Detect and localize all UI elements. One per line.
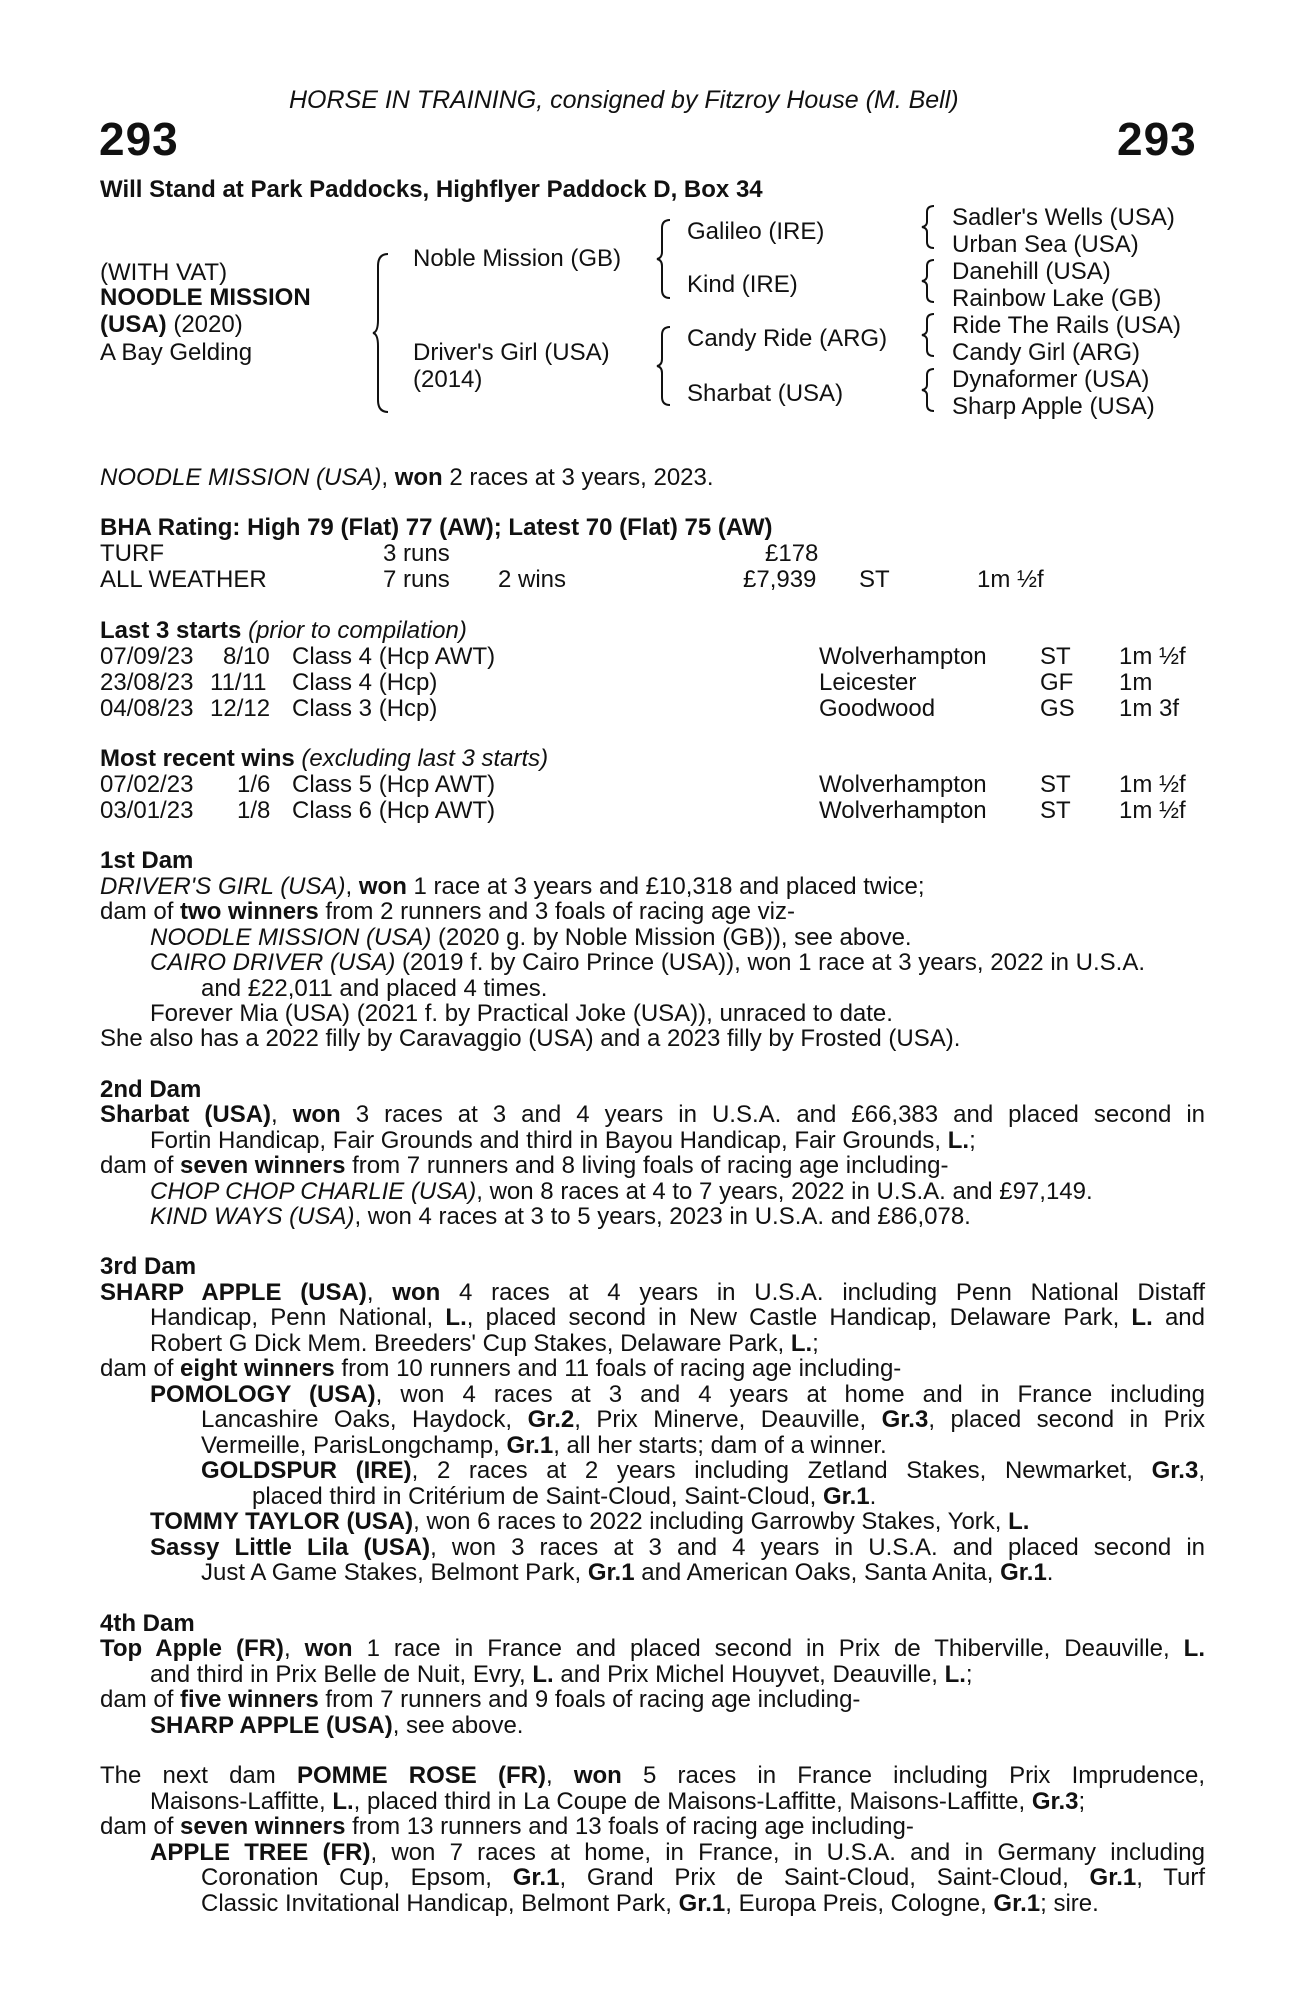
- dam3-record: SHARP APPLE (USA), won 4 races at 4 years in U.S.A. including Penn National Distaff: [100, 1279, 1206, 1306]
- dam1-foal-3: Forever Mia (USA) (2021 f. by Practical Joke (USA)), unraced to date.: [150, 1000, 893, 1027]
- pedigree-gen3-4: Rainbow Lake (GB): [952, 285, 1162, 312]
- rating-aw-surface: ALL WEATHER: [100, 566, 267, 593]
- dam3-record-cont-1: Handicap, Penn National, L., placed second in New Castle Handicap, Delaware Park, L. and: [150, 1304, 1205, 1331]
- start-3-position: 12/12: [210, 695, 271, 722]
- pedigree-brace-dam: [656, 325, 674, 407]
- win-2-position: 1/8: [237, 797, 271, 824]
- next-dam-record-cont: Maisons-Laffitte, L., placed third in La Coupe de Maisons-Laffitte, Maisons-Laffitte, Gr.3;: [150, 1788, 1086, 1815]
- pedigree-gen3-1: Sadler's Wells (USA): [952, 204, 1175, 231]
- start-3-class: Class 3 (Hcp): [292, 695, 438, 722]
- pedigree-brace-g3-3: [920, 312, 938, 358]
- rating-aw-runs: 7 runs: [383, 566, 450, 593]
- dam1-younger-foals: She also has a 2022 filly by Caravaggio (USA) and a 2023 filly by Frosted (USA).: [100, 1025, 961, 1052]
- dam1-heading: 1st Dam: [100, 847, 194, 874]
- dam3-foal-1: POMOLOGY (USA), won 4 races at 3 and 4 years at home and in France including: [150, 1381, 1205, 1408]
- dam3-foal-1-cont-2: Vermeille, ParisLongchamp, Gr.1, all her starts; dam of a winner.: [201, 1432, 887, 1459]
- pedigree-gen2-1: Galileo (IRE): [687, 218, 825, 245]
- start-1-position: 8/10: [223, 643, 270, 670]
- dam3-foal-3-cont: Just A Game Stakes, Belmont Park, Gr.1 and American Oaks, Santa Anita, Gr.1.: [201, 1559, 1054, 1586]
- dam2-foal-1: CHOP CHOP CHARLIE (USA), won 8 races at 4 to 7 years, 2022 in U.S.A. and £97,149.: [150, 1178, 1093, 1205]
- win-1-distance: 1m ½f: [1119, 771, 1186, 798]
- dam3-foal-3: Sassy Little Lila (USA), won 3 races at 3 and 4 years in U.S.A. and placed second in: [150, 1534, 1206, 1561]
- dam3-produce: dam of eight winners from 10 runners and 11 foals of racing age including-: [100, 1355, 902, 1382]
- rating-turf-surface: TURF: [100, 540, 164, 567]
- pedigree-gen3-3: Danehill (USA): [952, 258, 1111, 285]
- dam3-grandfoal: GOLDSPUR (IRE), 2 races at 2 years including Zetland Stakes, Newmarket, Gr.3,: [201, 1457, 1205, 1484]
- recent-wins-heading: Most recent wins (excluding last 3 starts): [100, 745, 549, 772]
- lot-number-left: 293: [99, 113, 179, 165]
- consignor-line: HORSE IN TRAINING, consigned by Fitzroy House (M. Bell): [289, 86, 959, 114]
- win-1-date: 07/02/23: [100, 771, 194, 798]
- pedigree-gen3-5: Ride The Rails (USA): [952, 312, 1181, 339]
- last-starts-heading: Last 3 starts (prior to compilation): [100, 617, 467, 644]
- rating-aw-wins: 2 wins: [498, 566, 567, 593]
- start-1-course: Wolverhampton: [819, 643, 987, 670]
- rating-aw-prize: £7,939: [743, 566, 817, 593]
- dam1-foal-2: CAIRO DRIVER (USA) (2019 f. by Cairo Prince (USA)), won 1 race at 3 years, 2022 in U.S.A.: [150, 949, 1146, 976]
- start-3-date: 04/08/23: [100, 695, 194, 722]
- horse-name: NOODLE MISSION: [100, 284, 311, 311]
- stand-location: Will Stand at Park Paddocks, Highflyer Paddock D, Box 34: [100, 176, 763, 203]
- rating-aw-going: ST: [859, 566, 890, 593]
- pedigree-brace-g3-4: [920, 367, 938, 413]
- start-3-course: Goodwood: [819, 695, 936, 722]
- start-3-distance: 1m 3f: [1119, 695, 1180, 722]
- dam1-foal-2-cont: and £22,011 and placed 4 times.: [201, 975, 548, 1002]
- win-1-going: ST: [1040, 771, 1071, 798]
- horse-description: A Bay Gelding: [100, 339, 253, 366]
- pedigree-gen3-6: Candy Girl (ARG): [952, 339, 1141, 366]
- dam4-record-cont: and third in Prix Belle de Nuit, Evry, L. and Prix Michel Houyvet, Deauville, L.;: [150, 1661, 973, 1688]
- dam2-record-cont: Fortin Handicap, Fair Grounds and third in Bayou Handicap, Fair Grounds, L.;: [150, 1127, 976, 1154]
- horse-origin-year: (USA) (2020): [100, 311, 243, 338]
- dam4-produce: dam of five winners from 7 runners and 9 foals of racing age including-: [100, 1686, 861, 1713]
- dam2-record: Sharbat (USA), won 3 races at 3 and 4 years in U.S.A. and £66,383 and placed second in: [100, 1101, 1205, 1128]
- race-summary: NOODLE MISSION (USA), won 2 races at 3 years, 2023.: [100, 464, 714, 491]
- win-2-class: Class 6 (Hcp AWT): [292, 797, 496, 824]
- start-3-going: GS: [1040, 695, 1075, 722]
- vat-note: (WITH VAT): [100, 259, 228, 286]
- pedigree-brace-g3-1: [920, 204, 938, 250]
- rating-turf-prize: £178: [765, 540, 819, 567]
- start-1-distance: 1m ½f: [1119, 643, 1186, 670]
- pedigree-gen2-3: Candy Ride (ARG): [687, 325, 888, 352]
- pedigree-brace-main: [372, 252, 392, 414]
- dam1-foal-1: NOODLE MISSION (USA) (2020 g. by Noble Mission (GB)), see above.: [150, 924, 912, 951]
- win-2-date: 03/01/23: [100, 797, 194, 824]
- rating-aw-distance: 1m ½f: [977, 566, 1044, 593]
- pedigree-dam-year: (2014): [413, 366, 483, 393]
- dam4-foal-1: SHARP APPLE (USA), see above.: [150, 1712, 524, 1739]
- dam1-record: DRIVER'S GIRL (USA), won 1 race at 3 years and £10,318 and placed twice;: [100, 873, 925, 900]
- pedigree-gen2-2: Kind (IRE): [687, 271, 798, 298]
- pedigree-gen3-8: Sharp Apple (USA): [952, 393, 1155, 420]
- pedigree-gen3-2: Urban Sea (USA): [952, 231, 1139, 258]
- win-2-going: ST: [1040, 797, 1071, 824]
- dam3-grandfoal-cont: placed third in Critérium de Saint-Cloud, Saint-Cloud, Gr.1.: [252, 1483, 877, 1510]
- dam2-heading: 2nd Dam: [100, 1076, 202, 1103]
- start-2-course: Leicester: [819, 669, 917, 696]
- dam2-foal-2: KIND WAYS (USA), won 4 races at 3 to 5 years, 2023 in U.S.A. and £86,078.: [150, 1203, 971, 1230]
- dam4-record: Top Apple (FR), won 1 race in France and placed second in Prix de Thiberville, Deauville, L.: [100, 1635, 1205, 1662]
- start-2-distance: 1m: [1119, 669, 1153, 696]
- dam1-produce: dam of two winners from 2 runners and 3 foals of racing age viz-: [100, 898, 795, 925]
- next-dam-record: The next dam POMME ROSE (FR), won 5 races in France including Prix Imprudence,: [100, 1762, 1205, 1789]
- win-2-course: Wolverhampton: [819, 797, 987, 824]
- start-2-position: 11/11: [210, 669, 267, 696]
- next-dam-foal-1: APPLE TREE (FR), won 7 races at home, in France, in U.S.A. and in Germany including: [150, 1839, 1206, 1866]
- start-1-date: 07/09/23: [100, 643, 194, 670]
- start-1-going: ST: [1040, 643, 1071, 670]
- pedigree-gen3-7: Dynaformer (USA): [952, 366, 1150, 393]
- dam2-produce: dam of seven winners from 7 runners and 8 living foals of racing age including-: [100, 1152, 949, 1179]
- pedigree-sire: Noble Mission (GB): [413, 245, 622, 272]
- rating-turf-runs: 3 runs: [383, 540, 450, 567]
- pedigree-brace-g3-2: [920, 258, 938, 304]
- pedigree-brace-sire: [656, 218, 674, 300]
- dam3-foal-2: TOMMY TAYLOR (USA), won 6 races to 2022 including Garrowby Stakes, York, L.: [150, 1508, 1030, 1535]
- dam3-heading: 3rd Dam: [100, 1253, 197, 1280]
- win-1-class: Class 5 (Hcp AWT): [292, 771, 496, 798]
- next-dam-foal-1-cont-1: Coronation Cup, Epsom, Gr.1, Grand Prix de Saint-Cloud, Saint-Cloud, Gr.1, Turf: [201, 1864, 1206, 1891]
- dam3-record-cont-2: Robert G Dick Mem. Breeders' Cup Stakes, Delaware Park, L.;: [150, 1330, 819, 1357]
- pedigree-gen2-4: Sharbat (USA): [687, 380, 844, 407]
- start-2-going: GF: [1040, 669, 1074, 696]
- dam4-heading: 4th Dam: [100, 1610, 195, 1637]
- win-1-course: Wolverhampton: [819, 771, 987, 798]
- next-dam-foal-1-cont-2: Classic Invitational Handicap, Belmont Park, Gr.1, Europa Preis, Cologne, Gr.1; sire.: [201, 1890, 1099, 1917]
- win-2-distance: 1m ½f: [1119, 797, 1186, 824]
- bha-rating: BHA Rating: High 79 (Flat) 77 (AW); Latest 70 (Flat) 75 (AW): [100, 514, 773, 541]
- win-1-position: 1/6: [237, 771, 271, 798]
- start-2-class: Class 4 (Hcp): [292, 669, 438, 696]
- next-dam-produce: dam of seven winners from 13 runners and 13 foals of racing age including-: [100, 1813, 914, 1840]
- start-1-class: Class 4 (Hcp AWT): [292, 643, 496, 670]
- start-2-date: 23/08/23: [100, 669, 194, 696]
- dam3-foal-1-cont-1: Lancashire Oaks, Haydock, Gr.2, Prix Minerve, Deauville, Gr.3, placed second in Prix: [201, 1406, 1206, 1433]
- lot-number-right: 293: [1117, 113, 1197, 165]
- pedigree-dam: Driver's Girl (USA): [413, 339, 610, 366]
